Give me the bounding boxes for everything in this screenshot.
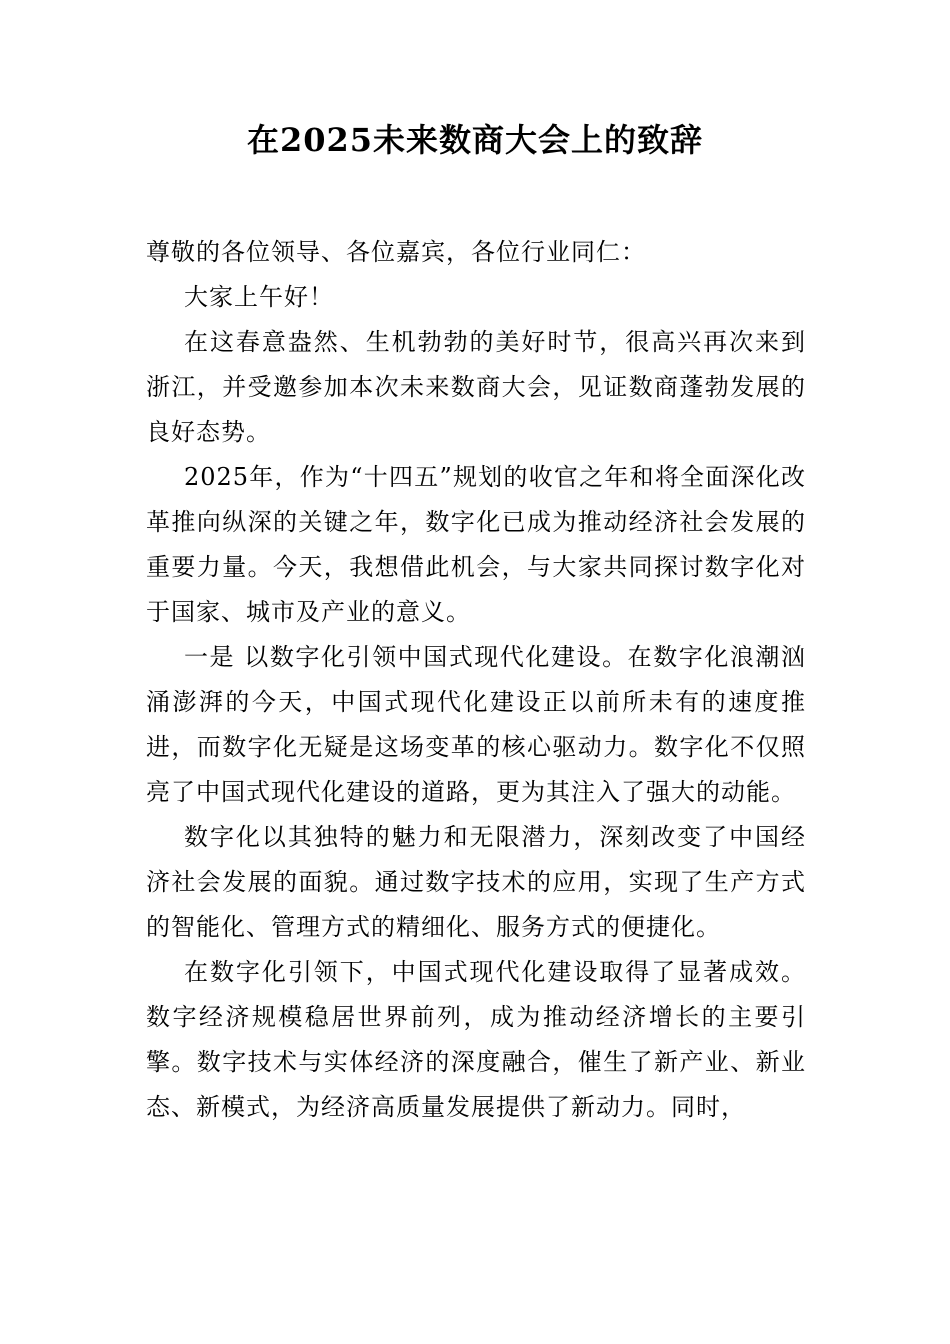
paragraph-opening: 在这春意盎然、生机勃勃的美好时节，很高兴再次来到浙江，并受邀参加本次未来数商大会，见证数商蓬勃发展的良好态势。 — [146, 328, 806, 446]
paragraph-2025-context: 2025年，作为“十四五”规划的收官之年和将全面深化改革推向纵深的关键之年，数字化已成为推动经济社会发展的重要力量。今天，我想借此机会，与大家共同探讨数字化对于国家、城市及产业的意义。 — [146, 463, 806, 626]
paragraph-achievements: 在数字化引领下，中国式现代化建设取得了显著成效。数字经济规模稳居世界前列，成为推动经济增长的主要引擎。数字技术与实体经济的深度融合，催生了新产业、新业态、新模式，为经济高质量发展提供了新动力。同时， — [146, 958, 806, 1121]
paragraph-digital-change: 数字化以其独特的魅力和无限潜力，深刻改变了中国经济社会发展的面貌。通过数字技术的应用，实现了生产方式的智能化、管理方式的精细化、服务方式的便捷化。 — [146, 823, 806, 941]
document-title: 在2025未来数商大会上的致辞 — [246, 121, 704, 159]
salutation: 尊敬的各位领导、各位嘉宾，各位行业同仁： — [146, 238, 646, 266]
paragraph-greeting: 大家上午好！ — [184, 283, 334, 311]
paragraph-point-one: 一是 以数字化引领中国式现代化建设。在数字化浪潮汹涌澎湃的今天，中国式现代化建设正以前所未有的速度推进，而数字化无疑是这场变革的核心驱动力。数字化不仅照亮了中国式现代化建设的道路，更为其注入了强大的动能。 — [146, 643, 806, 806]
document-body — [146, 230, 806, 1130]
